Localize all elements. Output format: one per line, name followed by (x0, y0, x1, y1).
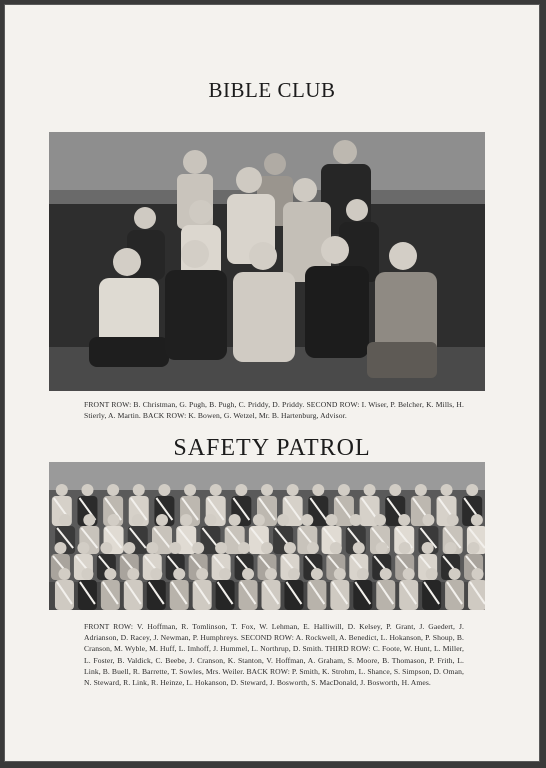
person-head (108, 514, 120, 526)
person-head (277, 514, 289, 526)
person-head (81, 484, 93, 496)
person-head (307, 542, 319, 554)
person-head (58, 568, 70, 580)
person-head (59, 514, 71, 526)
person-head (123, 542, 135, 554)
person-head (445, 542, 457, 554)
person-head (192, 542, 204, 554)
person-head (235, 484, 247, 496)
person-head (104, 568, 116, 580)
person-head (353, 542, 365, 554)
person-head (471, 514, 483, 526)
person-head (466, 484, 478, 496)
person-head (364, 484, 376, 496)
person-head (238, 542, 250, 554)
person-head (447, 514, 459, 526)
person-head (441, 484, 453, 496)
person-head (426, 568, 438, 580)
person-head (422, 514, 434, 526)
person-head (350, 514, 362, 526)
safety-patrol-photo (49, 462, 485, 610)
person-head (311, 568, 323, 580)
person-head (380, 568, 392, 580)
person-head (312, 484, 324, 496)
person-head (338, 484, 350, 496)
person-head (56, 484, 68, 496)
person-head (422, 542, 434, 554)
person-head (158, 484, 170, 496)
person-head (100, 542, 112, 554)
person-head (326, 514, 338, 526)
person-head (374, 514, 386, 526)
person-head (127, 568, 139, 580)
person-head (376, 542, 388, 554)
person-head (261, 484, 273, 496)
person-head (184, 484, 196, 496)
person-head (219, 568, 231, 580)
bible-club-caption: FRONT ROW: B. Christman, G. Pugh, B. Pugh, C. Priddy, D. Priddy. SECOND ROW: I. Wiser, P. Belcher, K. Mills, H. Stierly, A. Martin. BACK ROW: K. Bowen, G. Wetzel, Mr. B. Hartenburg, Advisor. (84, 400, 464, 421)
person-head (215, 542, 227, 554)
person-head (415, 484, 427, 496)
person-head (180, 514, 192, 526)
person-head (132, 514, 144, 526)
person-head (150, 568, 162, 580)
person-head (399, 542, 411, 554)
person-head (449, 568, 461, 580)
person-head (301, 514, 313, 526)
person-head (472, 568, 484, 580)
person-head (81, 568, 93, 580)
person-head (204, 514, 216, 526)
person-head (133, 484, 145, 496)
yearbook-page (4, 4, 540, 762)
person-head (398, 514, 410, 526)
person-head (146, 542, 158, 554)
person-head (253, 514, 265, 526)
person-head (83, 514, 95, 526)
person-head (196, 568, 208, 580)
person-head (468, 542, 480, 554)
person-head (210, 484, 222, 496)
person-head (403, 568, 415, 580)
person-head (357, 568, 369, 580)
person-head (287, 484, 299, 496)
person-head (334, 568, 346, 580)
person-head (156, 514, 168, 526)
person-head (107, 484, 119, 496)
person-head (330, 542, 342, 554)
safety-patrol-caption: FRONT ROW: V. Hoffman, R. Tomlinson, T. Fox, W. Lehman, E. Halliwill, D. Kelsey, P. Grant, J. Gaedert, J. Adrianson, D. Racey, J. Newman, P. Humphreys. SECOND ROW: A. Rockwell, A. Benedict, L. Hokanson, P. Shoup, B. Cranson, M. Wyble, M. Huff, L. Imhoff, J. Hummel, L. Northrup, D. Smith. THIRD ROW: C. Foote, W. Hunt, L. Miller, L. Foster, B. Valdick, C. Beebe, J. Cranson, K. Stanton, V. Hoffman, A. Graham, S. Moore, B. Thomason, P. Frith, L. Link, B. Buell, R. Barrette, T. Sowles, Mrs. Weiler. BACK ROW: P. Smith, K. Strohm, L. Shance, S. Simpson, D. Oman, N. Steward, R. Link, R. Heinze, L. Hokanson, D. Steward, J. Bosworth, S. MacDonald, J. Bosworth, H. Ames. (84, 622, 464, 688)
bible-club-photo (49, 132, 485, 391)
person-head (173, 568, 185, 580)
person-head (261, 542, 273, 554)
person-head (389, 484, 401, 496)
person-head (284, 542, 296, 554)
person-head (265, 568, 277, 580)
person-head (169, 542, 181, 554)
person-head (288, 568, 300, 580)
safety-patrol-title: SAFETY PATROL (173, 435, 371, 461)
bible-club-title: BIBLE CLUB (208, 78, 336, 102)
person-head (242, 568, 254, 580)
person-head (229, 514, 241, 526)
person-head (77, 542, 89, 554)
person-head (54, 542, 66, 554)
